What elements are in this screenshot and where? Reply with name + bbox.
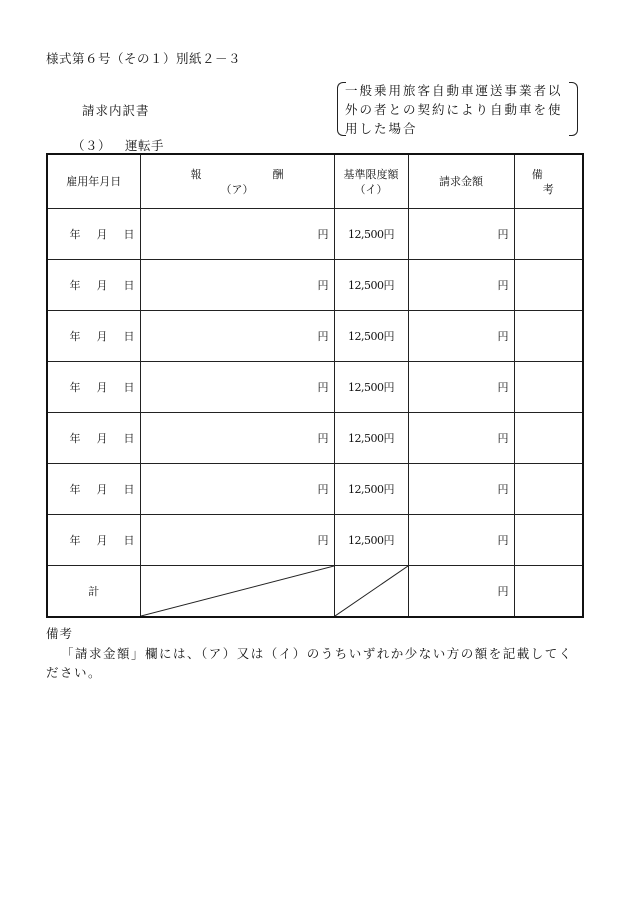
header-base-limit — [334, 154, 408, 209]
base-limit-cell: 12,500円 — [334, 413, 408, 464]
base-limit-cell: 12,500円 — [334, 464, 408, 515]
year-label: 年 — [69, 279, 82, 292]
total-remarks[interactable] — [514, 566, 583, 618]
remuneration-cell[interactable]: 円 — [140, 260, 334, 311]
section-title: 運転手 — [125, 138, 165, 153]
remuneration-cell[interactable]: 円 — [140, 362, 334, 413]
employment-date-cell[interactable] — [47, 311, 140, 362]
month-label: 月 — [96, 228, 109, 241]
section-number: （３） — [72, 138, 112, 153]
remarks-cell[interactable] — [514, 209, 583, 260]
day-label: 日 — [123, 381, 136, 394]
table-row — [47, 515, 583, 566]
table-body — [47, 209, 583, 618]
header-base-limit-sub: （イ） — [354, 182, 388, 196]
diagonal-line-remuneration — [141, 566, 334, 616]
document-title: 請求内訳書 — [82, 103, 150, 118]
day-label: 日 — [123, 483, 136, 496]
base-limit-cell: 12,500円 — [334, 362, 408, 413]
year-label: 年 — [69, 228, 82, 241]
remarks-cell[interactable] — [514, 260, 583, 311]
claim-amount-cell[interactable]: 円 — [408, 311, 514, 362]
header-remarks-label: 備 考 — [531, 167, 598, 196]
base-limit-cell: 12,500円 — [334, 209, 408, 260]
header-remuneration — [140, 154, 334, 209]
condition-text: 一般乗用旅客自動車運送事業者以外の者との契約により自動車を使用した場合 — [345, 83, 563, 136]
year-label: 年 — [69, 432, 82, 445]
employment-date-cell[interactable] — [47, 362, 140, 413]
claim-amount-cell[interactable]: 円 — [408, 515, 514, 566]
claim-amount-cell[interactable]: 円 — [408, 362, 514, 413]
header-remuneration-label: 報 酬 — [190, 167, 314, 181]
total-claim-amount[interactable]: 円 — [408, 566, 514, 618]
remarks-cell[interactable] — [514, 311, 583, 362]
year-label: 年 — [69, 330, 82, 343]
year-label: 年 — [69, 483, 82, 496]
table-row — [47, 362, 583, 413]
condition-box — [337, 80, 578, 136]
remarks-cell[interactable] — [514, 515, 583, 566]
total-remuneration-empty — [140, 566, 334, 618]
month-label: 月 — [96, 381, 109, 394]
header-base-limit-label: 基準限度額 — [343, 167, 399, 181]
remarks-cell[interactable] — [514, 464, 583, 515]
remuneration-cell[interactable]: 円 — [140, 515, 334, 566]
claim-amount-cell[interactable]: 円 — [408, 209, 514, 260]
month-label: 月 — [96, 483, 109, 496]
day-label: 日 — [123, 330, 136, 343]
form-number: 様式第６号（その１）別紙２－３ — [46, 51, 242, 66]
diagonal-line-limit — [335, 566, 408, 616]
remarks-cell[interactable] — [514, 362, 583, 413]
table-row — [47, 260, 583, 311]
year-label: 年 — [69, 381, 82, 394]
month-label: 月 — [96, 279, 109, 292]
day-label: 日 — [123, 432, 136, 445]
table-row — [47, 311, 583, 362]
remarks-cell[interactable] — [514, 413, 583, 464]
total-row — [47, 566, 583, 618]
employment-date-cell[interactable] — [47, 260, 140, 311]
header-employment-date: 雇用年月日 — [47, 154, 140, 209]
claim-table-wrapper — [46, 153, 598, 616]
table-row — [47, 209, 583, 260]
base-limit-cell: 12,500円 — [334, 515, 408, 566]
claim-amount-cell[interactable]: 円 — [408, 464, 514, 515]
claim-table — [46, 153, 598, 618]
base-limit-cell: 12,500円 — [334, 260, 408, 311]
employment-date-cell[interactable] — [47, 515, 140, 566]
remuneration-cell[interactable]: 円 — [140, 464, 334, 515]
employment-date-cell[interactable] — [47, 209, 140, 260]
day-label: 日 — [123, 228, 136, 241]
remarks-text: 「請求金額」欄には、（ア）又は（イ）のうちいずれか少ない方の額を記載してください。 — [46, 646, 573, 680]
remuneration-cell[interactable]: 円 — [140, 311, 334, 362]
table-row — [47, 413, 583, 464]
month-label: 月 — [96, 534, 109, 547]
day-label: 日 — [123, 534, 136, 547]
total-label: 計 — [47, 566, 140, 618]
employment-date-cell[interactable] — [47, 464, 140, 515]
base-limit-cell: 12,500円 — [334, 311, 408, 362]
month-label: 月 — [96, 432, 109, 445]
section-label — [72, 136, 164, 154]
claim-amount-cell[interactable]: 円 — [408, 413, 514, 464]
header-remarks — [514, 154, 598, 209]
remarks-heading: 備考 — [46, 626, 74, 641]
day-label: 日 — [123, 279, 136, 292]
table-header-row — [47, 154, 583, 209]
year-label: 年 — [69, 534, 82, 547]
table-row — [47, 464, 583, 515]
remuneration-cell[interactable]: 円 — [140, 413, 334, 464]
header-remuneration-sub: （ア） — [220, 182, 254, 196]
month-label: 月 — [96, 330, 109, 343]
header-claim-amount: 請求金額 — [408, 154, 514, 209]
remuneration-cell[interactable]: 円 — [140, 209, 334, 260]
claim-amount-cell[interactable]: 円 — [408, 260, 514, 311]
total-limit-empty — [334, 566, 408, 618]
employment-date-cell[interactable] — [47, 413, 140, 464]
